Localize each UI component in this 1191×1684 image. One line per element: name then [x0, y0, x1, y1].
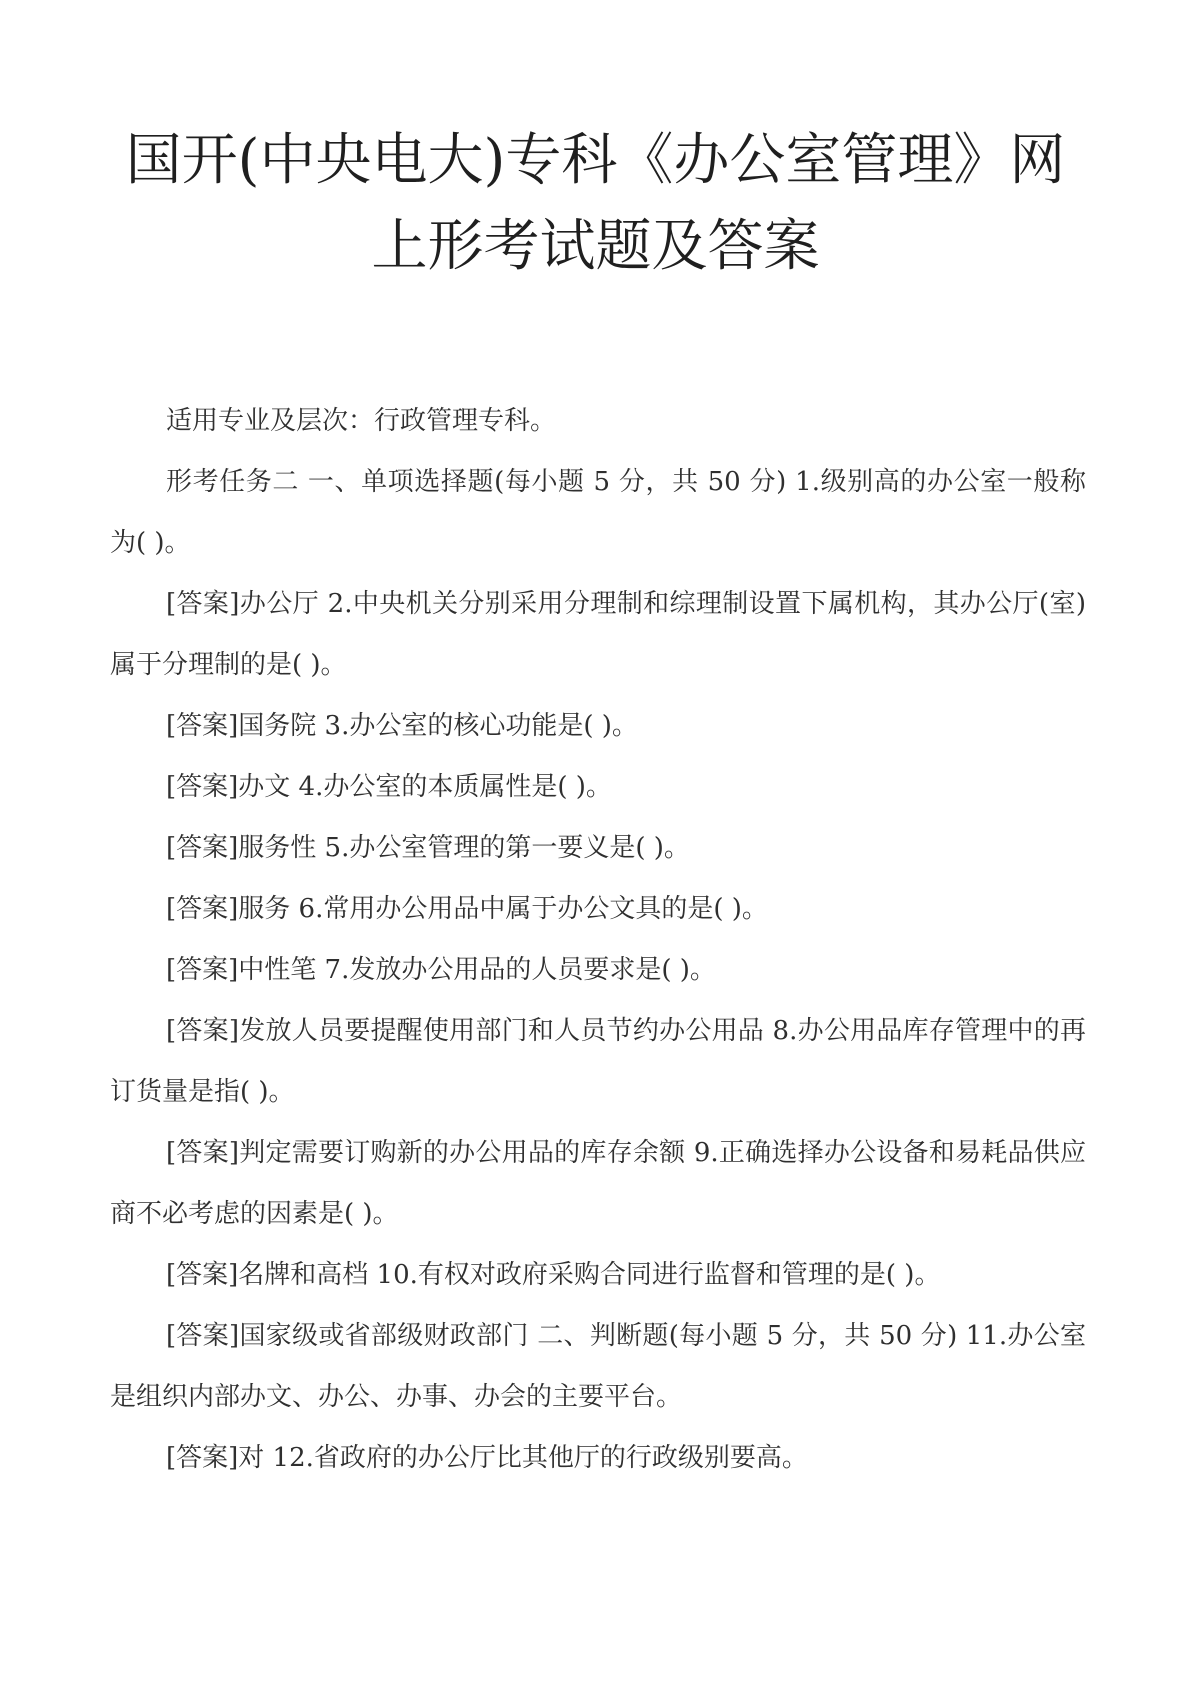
- paragraph-task-intro-q1: 形考任务二 一、单项选择题(每小题 5 分，共 50 分) 1.级别高的办公室一般称为( )。: [110, 467, 1086, 558]
- title-line-2: 上形考试题及答案: [371, 214, 820, 279]
- document-body: [110, 391, 1086, 1489]
- paragraph-answer-q6: [答案]服务 6.常用办公用品中属于办公文具的是( )。: [166, 894, 768, 924]
- paragraph-answer-q10: [答案]名牌和高档 10.有权对政府采购合同进行监督和管理的是( )。: [166, 1260, 941, 1290]
- paragraph-scope: 适用专业及层次：行政管理专科。: [166, 406, 557, 436]
- paragraph-answer-q9: [答案]判定需要订购新的办公用品的库存余额 9.正确选择办公设备和易耗品供应商不必考虑的因素是( )。: [110, 1138, 1086, 1229]
- paragraph-answer-q5: [答案]服务性 5.办公室管理的第一要义是( )。: [166, 833, 690, 863]
- paragraph-answer-q8: [答案]发放人员要提醒使用部门和人员节约办公用品 8.办公用品库存管理中的再订货量是指( )。: [110, 1016, 1086, 1107]
- paragraph-answer-q4: [答案]办文 4.办公室的本质属性是( )。: [166, 772, 612, 802]
- paragraph-answer-q12: [答案]对 12.省政府的办公厅比其他厅的行政级别要高。: [166, 1443, 808, 1473]
- paragraph-answer-q7: [答案]中性笔 7.发放办公用品的人员要求是( )。: [166, 955, 716, 985]
- paragraph-answer-q11: [答案]国家级或省部级财政部门 二、判断题(每小题 5 分，共 50 分) 11.办公室是组织内部办文、办公、办事、办会的主要平台。: [110, 1321, 1086, 1412]
- title-line-1: 国开(中央电大)专科《办公室管理》网: [125, 128, 1066, 193]
- paragraph-answer-q2: [答案]办公厅 2.中央机关分别采用分理制和综理制设置下属机构，其办公厅(室)属于分理制的是( )。: [110, 589, 1086, 680]
- paragraph-answer-q3: [答案]国务院 3.办公室的核心功能是( )。: [166, 711, 638, 741]
- document-title: [100, 118, 1091, 290]
